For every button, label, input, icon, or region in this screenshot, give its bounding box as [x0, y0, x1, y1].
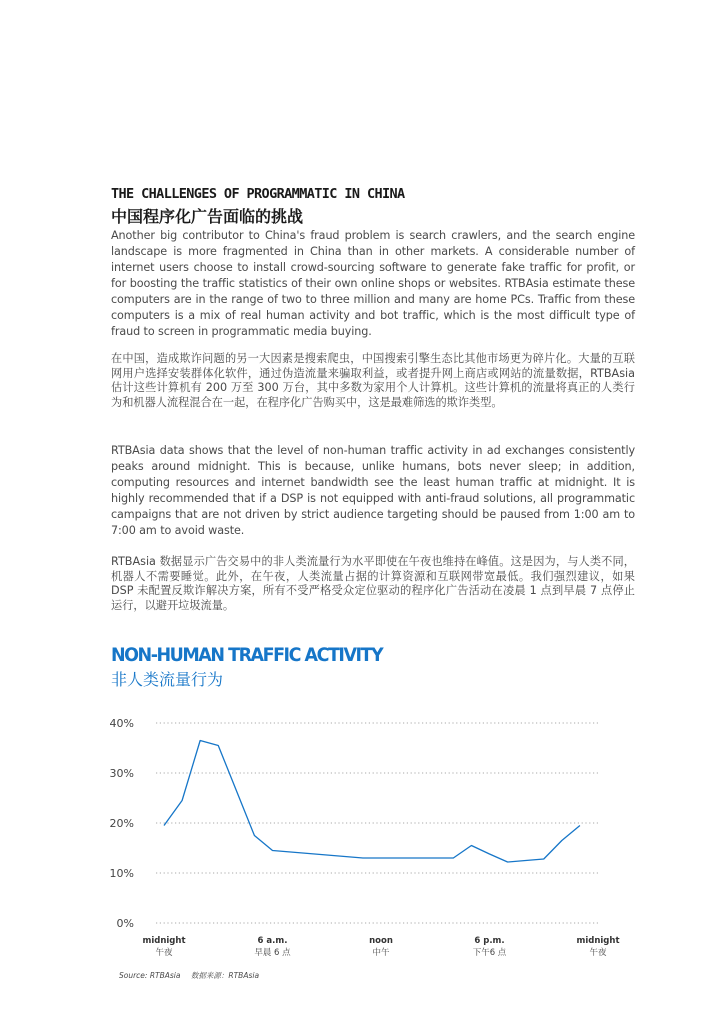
paragraph-fraud-en: Another big contributor to China's fraud problem is search crawlers, and the search engine landscape is more fragmented in China than in other markets. A considerable number of internet users choose to install crowd-sourcing software to generate fake traffic for profit, or for boosting the traffic statistics of their own online shops or websites. RTBAsia estimate these computers are in the range of two to three million and many are home PCs. Traffic from these computers is a mix of real human activity and bot traffic, which is the most difficult type of fraud to screen in programmatic media buying.: [111, 229, 635, 338]
x-tick-label-zh: 午夜: [155, 948, 173, 958]
x-tick-label: 6 p.m.: [474, 936, 505, 946]
section-title-zh: 中国程序化广告面临的挑战: [111, 207, 304, 226]
y-tick-label: 30%: [109, 767, 134, 780]
x-tick-label: 6 a.m.: [257, 936, 288, 946]
x-tick-label: midnight: [576, 936, 620, 946]
section-title-en: THE CHALLENGES OF PROGRAMMATIC IN CHINA: [111, 186, 405, 202]
x-tick-label-zh: 下午6 点: [472, 948, 507, 958]
traffic-series-line: [164, 741, 580, 863]
traffic-line-chart: [100, 708, 620, 964]
chart-title-zh: 非人类流量行为: [111, 670, 224, 689]
y-tick-label: 40%: [109, 717, 134, 730]
x-tick-label: midnight: [142, 936, 186, 946]
paragraph-midnight-en: RTBAsia data shows that the level of non-human traffic activity in ad exchanges consistently peaks around midnight. This is because, unlike humans, bots never sleep; in addition, computing resources and internet bandwidth see the least human traffic at midnight. It is highly recommended that if a DSP is not equipped with anti-fraud solutions, all programmatic campaigns that are not driven by strict audience targeting should be paused from 1:00 am to 7:00 am to avoid waste.: [111, 444, 635, 537]
paragraph-midnight-zh: RTBAsia 数据显示广告交易中的非人类流量行为水平即使在午夜也维持在峰值。这是因为，与人类不同，机器人不需要睡觉。此外，在午夜，人类流量占据的计算资源和互联网带宽最低。我们强烈建议，如果 DSP 未配置反欺诈解决方案，所有不受严格受众定位驱动的程序化广告活动在凌晨 1 点到早晨 7 点停止运行，以避开垃圾流量。: [111, 555, 635, 612]
y-tick-label: 10%: [109, 867, 134, 880]
paragraph-fraud-zh: 在中国，造成欺诈问题的另一大因素是搜索爬虫，中国搜索引擎生态比其他市场更为碎片化。大量的互联网用户选择安装群体化软件，通过伪造流量来骗取利益，或者提升网上商店或网站的流量数据，RTBAsia 估计这些计算机有 200 万至 300 万台，其中多数为家用个人计算机。这些计算机的流量将真正的人类行为和机器人流程混合在一起，在程序化广告购买中，这是最难筛选的欺诈类型。: [111, 352, 635, 409]
y-tick-label: 20%: [109, 817, 134, 830]
x-tick-label: noon: [369, 936, 393, 946]
x-tick-label-zh: 早晨 6 点: [254, 948, 291, 958]
chart-source: [119, 970, 267, 981]
x-tick-label-zh: 中午: [372, 948, 390, 958]
source-zh: 数据来源：RTBAsia: [190, 971, 260, 980]
y-tick-label: 0%: [116, 917, 134, 930]
chart-title-en: NON-HUMAN TRAFFIC ACTIVITY: [111, 644, 383, 666]
source-en: Source: RTBAsia: [119, 971, 181, 980]
x-tick-label-zh: 午夜: [589, 948, 607, 958]
